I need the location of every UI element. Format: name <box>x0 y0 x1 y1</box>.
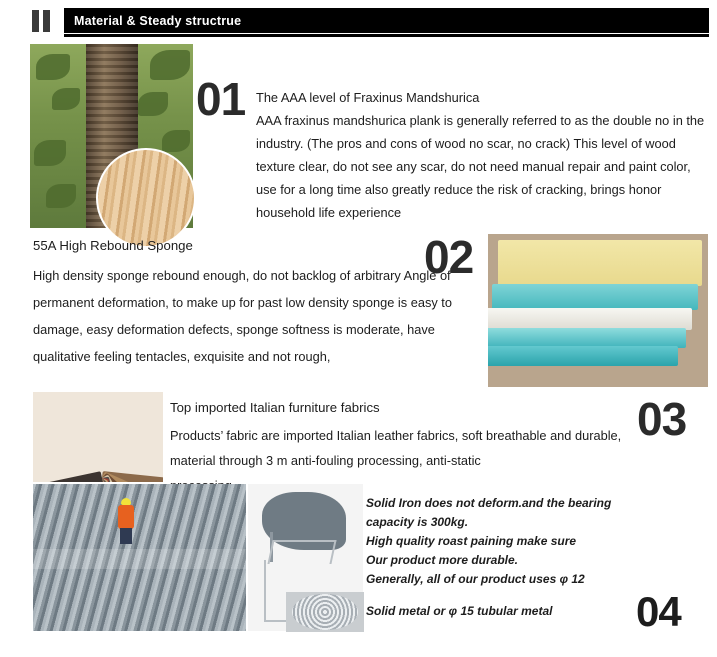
foam-sheet-yellow <box>498 240 702 286</box>
coil-shape <box>292 594 358 630</box>
foam-sheet-teal-1 <box>492 284 698 310</box>
wood-grain-circle-swatch <box>96 148 196 248</box>
feature-number-01: 01 <box>196 73 246 125</box>
feature-note-04 <box>366 494 698 589</box>
note-line-2: capacity is 300kg. <box>366 515 469 529</box>
note-line-1: Solid Iron does not deform.and the bearing <box>366 496 612 510</box>
leather-fabric-swatch-fan-photo <box>33 392 163 482</box>
feature-block-01 <box>0 44 717 234</box>
feature-block-04 <box>0 484 717 644</box>
header-divider <box>64 34 709 37</box>
note-line-5: Generally, all of our product uses φ 12 <box>366 572 585 586</box>
fabric-swatch <box>40 471 104 482</box>
note-line-3: High quality roast paining make sure <box>366 534 577 548</box>
steel-rods <box>33 484 246 631</box>
pause-bars-icon <box>32 10 56 32</box>
feature-body-03 <box>170 423 630 491</box>
foam-sheet-teal-3 <box>488 346 678 366</box>
feature-note-04-secondary: Solid metal or φ 15 tubular metal <box>366 604 553 618</box>
feature-headline-02: 55A High Rebound Sponge <box>33 238 193 253</box>
feature-headline-03: Top imported Italian furniture fabrics <box>170 400 380 415</box>
feature-block-03 <box>0 392 717 484</box>
feature-body-02: High density sponge rebound enough, do not backlog of arbitrary Angle of permanent deformation, to make up for past low density sponge is easy to damage, easy deformation defects, sponge softness is moderate, have qualitative feeling tentacles, exquisite and not rough, <box>33 268 452 364</box>
header-title-bar <box>64 8 709 33</box>
feature-number-03: 03 <box>637 393 687 445</box>
feature-number-02: 02 <box>424 231 474 283</box>
section-header <box>0 6 717 36</box>
feature-headline-01: The AAA level of Fraxinus Mandshurica <box>256 90 480 105</box>
feature-number-04: 04 <box>636 588 681 635</box>
foam-sheet-teal-2 <box>488 328 686 348</box>
page-title: Material & Steady structrue <box>74 13 242 28</box>
feature-body-03-text: Products’ fabric are imported Italian leather fabrics, soft breathable and durable, material through 3 m anti-fouling processing, anti-static <box>170 428 622 468</box>
note-line-4: Our product more durable. <box>366 553 519 567</box>
feature-body-01: AAA fraxinus mandshurica plank is generally referred to as the double no in the industry. (The pros and cons of wood no scar, no crack) This level of wood texture clear, do not see any scar, do not need manual repair and paint color, use for a long time also greatly reduce the risk of cracking, brings honor household life experience <box>256 113 705 220</box>
feature-block-02 <box>0 231 717 392</box>
metal-coil-photo <box>286 592 364 632</box>
worker-figure <box>117 498 135 544</box>
stacked-foam-sheets-photo <box>488 234 708 387</box>
steel-rod-stack-factory-photo <box>33 484 246 631</box>
foam-sheet-white <box>488 308 692 330</box>
feature-text-01 <box>256 86 708 224</box>
